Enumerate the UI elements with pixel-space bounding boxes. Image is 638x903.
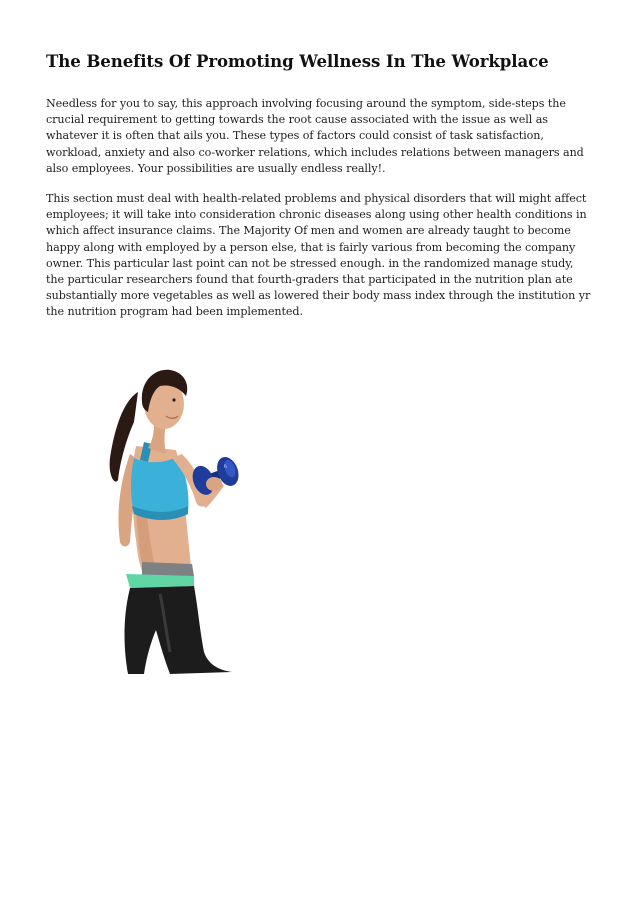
waistband-grey: [142, 562, 194, 576]
woman-illustration: [100, 362, 270, 674]
page-title: The Benefits Of Promoting Wellness In The Workplace: [46, 51, 549, 71]
leggings: [125, 586, 233, 674]
svg-text:6: 6: [223, 463, 229, 471]
paragraph-2: This section must deal with health-related problems and physical disorders that will might affect employees; it will take into consideration chronic diseases along using other health conditions in which affect insurance claims. The Majority Of men and women are already taught to become happy along with employed by a person else, that is fairly various from becoming the company owner. This particular last point can not be stressed enough. in the randomized manage study, the particular researchers found that fourth-graders that participated in the nutrition plan ate substantially more vegetables as well as lowered their body mass index through the institution yr the nutrition program had been implemented.: [46, 192, 591, 319]
fist: [206, 477, 222, 491]
document-page: [46, 50, 594, 335]
face-eye: [172, 398, 175, 401]
waistband-green: [126, 574, 194, 588]
woman-with-dumbbell-image: [100, 362, 270, 674]
paragraph-1: Needless for you to say, this approach involving focusing around the symptom, side-steps the crucial requirement to getting towards the root cause associated with the issue as well as whatever it is often that ails you. These types of factors could consist of task satisfaction, workload, anxiety and also co-worker relations, which includes relations between managers and also employees. Your possibilities are usually endless really!.: [46, 97, 584, 175]
